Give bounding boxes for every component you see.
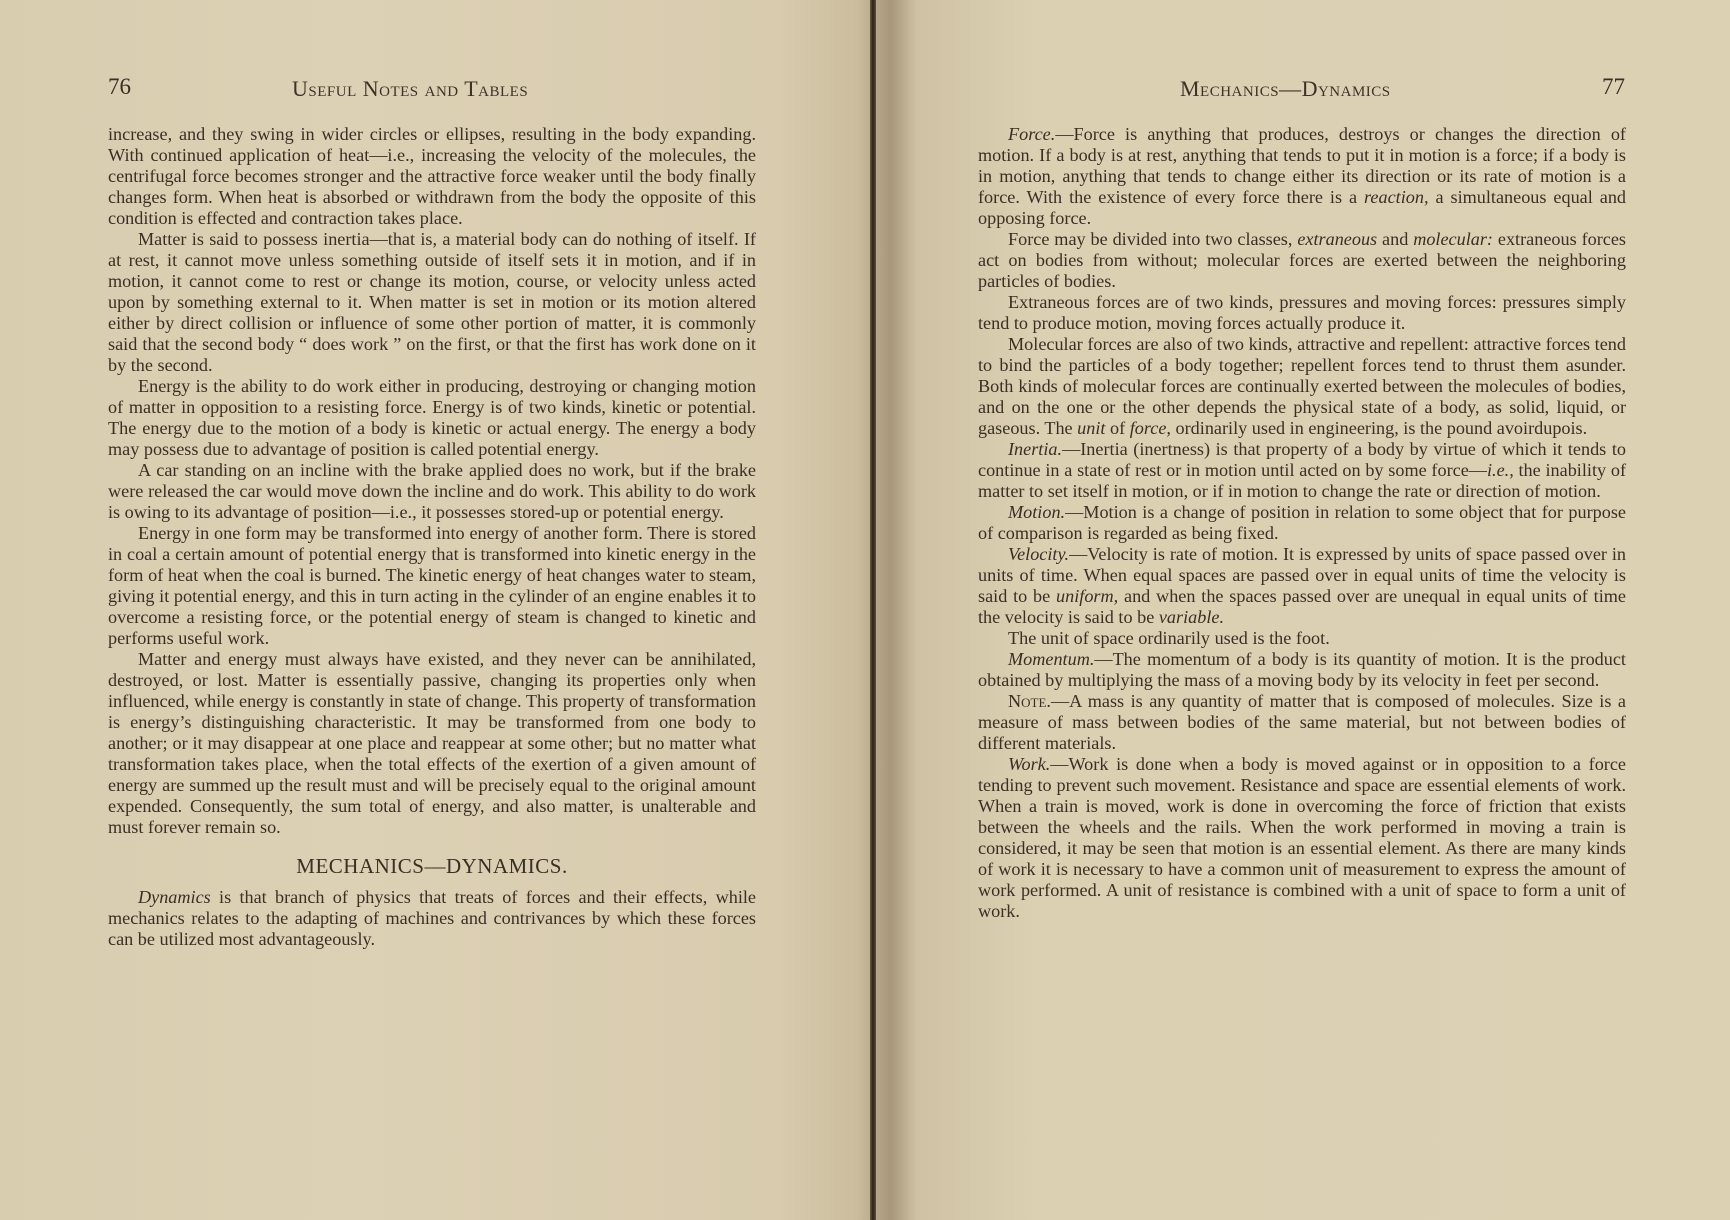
italic-term: uniform, [1056,586,1119,606]
paragraph [978,124,1626,229]
note-label: Note. [1008,691,1051,711]
running-head: Useful Notes and Tables [292,76,529,101]
paragraph: increase, and they swing in wider circles or ellipses, resulting in the body expanding. With continued application of heat—i.e., increasing the velocity of the molecules, the centrifugal force becomes stronger and the attractive force weaker until the body finally changes form. When heat is absorbed or withdrawn from the body the opposite of this condition is effected and contraction takes place. [108,124,756,228]
paragraph-text: —The momentum of a body is its quantity of motion. It is the product obtained by multiplying the mass of a moving body by its velocity in feet per second. [978,649,1626,690]
paragraph-text: —Inertia (inertness) is that property of a body by virtue of which it tends to continue in a state of rest or in motion until acted on by some force— [978,439,1626,480]
italic-term: Velocity. [1008,544,1070,564]
paragraph-text: ordinarily used in engineering, is the pound avoirdupois. [1170,418,1588,438]
italic-term: reaction, [1364,187,1429,207]
italic-term: force, [1129,418,1171,438]
right-page-body [978,124,1626,922]
paragraph-text: —Velocity is rate of motion. It is expressed by units of space passed over in units of time. When equal spaces are passed over in equal units of time the velocity is said to be [978,544,1626,606]
paragraph: A car standing on an incline with the brake applied does no work, but if the brake were released the car would move down the incline and do work. This ability to do work is owing to its advantage of position—i.e., it possesses stored-up or potential energy. [108,460,756,522]
paragraph-text: —Work is done when a body is moved against or in opposition to a force tending to prevent such movement. Resistance and space are essential elements of work. When a train is moved, work is done in overcoming the force of friction that exists between the wheels and the rails. When the work performed in moving a train is considered, it may be seen that motion is an essential element. As there are many kinds of work it is necessary to have a common unit of measurement to express the amount of work performed. A unit of resistance is combined with a unit of space to form a unit of work. [978,754,1626,921]
paragraph [978,754,1626,922]
left-page [0,0,860,1220]
left-page-body [108,124,756,950]
italic-term: variable. [1158,607,1224,627]
paragraph-text: —Force is anything that produces, destroys or changes the direction of motion. If a body is at rest, anything that tends to put it in motion is a force; if a body is in motion, anything that tends to change either its direction or its rate of motion is a force. With the existence of every force there is a [978,124,1626,207]
paragraph-text: extraneous forces act on bodies from without; molecular forces are exerted between the neighboring particles of bodies. [978,229,1626,291]
page-number: 77 [1602,74,1625,99]
page-number: 76 [108,74,131,99]
paragraph [978,502,1626,544]
paragraph [978,544,1626,628]
paragraph-text: of [1105,418,1130,438]
paragraph-text: is that branch of physics that treats of forces and their effects, while mechanics relates to the adapting of machines and contrivances by which these forces can be utilized most advantageously. [108,887,756,949]
italic-term: Inertia. [1008,439,1063,459]
paragraph: Energy in one form may be transformed into energy of another form. There is stored in coal a certain amount of potential energy that is transformed into kinetic energy in the form of heat when the coal is burned. The kinetic energy of heat changes water to steam, giving it potential energy, and this in turn acting in the cylinder of an engine enables it to overcome a resisting force, or the potential energy of steam is changed to kinetic and performs useful work. [108,523,756,648]
italic-term: Momentum. [1008,649,1095,669]
section-title: MECHANICS—DYNAMICS. [296,854,568,878]
italic-term: i.e., [1486,460,1514,480]
paragraph [978,229,1626,292]
paragraph [978,649,1626,691]
running-head: Mechanics—Dynamics [1180,76,1391,101]
paragraph [978,334,1626,439]
book-gutter [870,0,876,1220]
italic-term: Work. [1008,754,1051,774]
paragraph [978,439,1626,502]
paragraph-text: and when the spaces passed over are unequal in equal units of time the velocity is said to be [978,586,1626,627]
paragraph: Matter and energy must always have existed, and they never can be annihilated, destroyed, or lost. Matter is essentially passive, changing its properties only when influenced, while energy is constantly in state of change. This property of transformation is energy’s distinguishing characteristic. It may be transformed from one body to another; or it may disappear at one place and reappear at some other; but no matter what transformation takes place, when the total effects of the exertion of a given amount of energy are summed up the result must and will be precisely equal to the original amount expended. Consequently, the sum total of energy, and also matter, is unalterable and must forever remain so. [108,649,756,837]
italic-term: Force. [1008,124,1056,144]
paragraph [978,691,1626,754]
paragraph-text: Force may be divided into two classes, [1008,229,1298,249]
paragraph-text: —A mass is any quantity of matter that is composed of molecules. Size is a measure of mass between bodies of the same material, but not between bodies of different materials. [978,691,1626,753]
italic-term: Dynamics [138,887,211,907]
paragraph-text: the inability of matter to set itself in motion, or if in motion to change the rate or direction of motion. [978,460,1626,501]
paragraph-text: a simultaneous equal and opposing force. [978,187,1627,228]
paragraph [108,887,756,950]
right-page [880,0,1730,1220]
italic-term: extraneous [1297,229,1378,249]
paragraph-text: —Motion is a change of position in relation to some object that for purpose of comparison is regarded as being fixed. [978,502,1626,543]
italic-term: Motion. [1008,502,1066,522]
italic-term: unit [1077,418,1106,438]
paragraph-text: Molecular forces are also of two kinds, attractive and repellent: attractive forces tend to bind the particles of a body together; repellent forces tend to thrust them asunder. Both kinds of molecular forces are continually exerted between the molecules of bodies, and on the one or the other depends the physical state of a body, as solid, liquid, or gaseous. The [978,334,1626,438]
paragraph: The unit of space ordinarily used is the foot. [1008,628,1330,648]
paragraph: Energy is the ability to do work either in producing, destroying or changing motion of matter in opposition to a resisting force. Energy is of two kinds, kinetic or potential. The energy due to the motion of a body is kinetic or actual energy. The energy a body may possess due to advantage of position is called potential energy. [108,376,756,459]
italic-term: molecular: [1413,229,1493,249]
paragraph: Matter is said to possess inertia—that is, a material body can do nothing of itself. If at rest, it cannot move unless something outside of itself sets it in motion, and if in motion, it cannot come to rest or change its motion, course, or velocity unless acted upon by something external to it. When matter is set in motion or its motion altered either by direct collision or influence of some other portion of matter, it is commonly said that the second body “ does work ” on the first, or that the first has work done on it by the second. [108,229,756,375]
paragraph: Extraneous forces are of two kinds, pressures and moving forces: pressures simply tend to produce motion, moving forces actually produce it. [978,292,1626,333]
paragraph-text: and [1377,229,1414,249]
